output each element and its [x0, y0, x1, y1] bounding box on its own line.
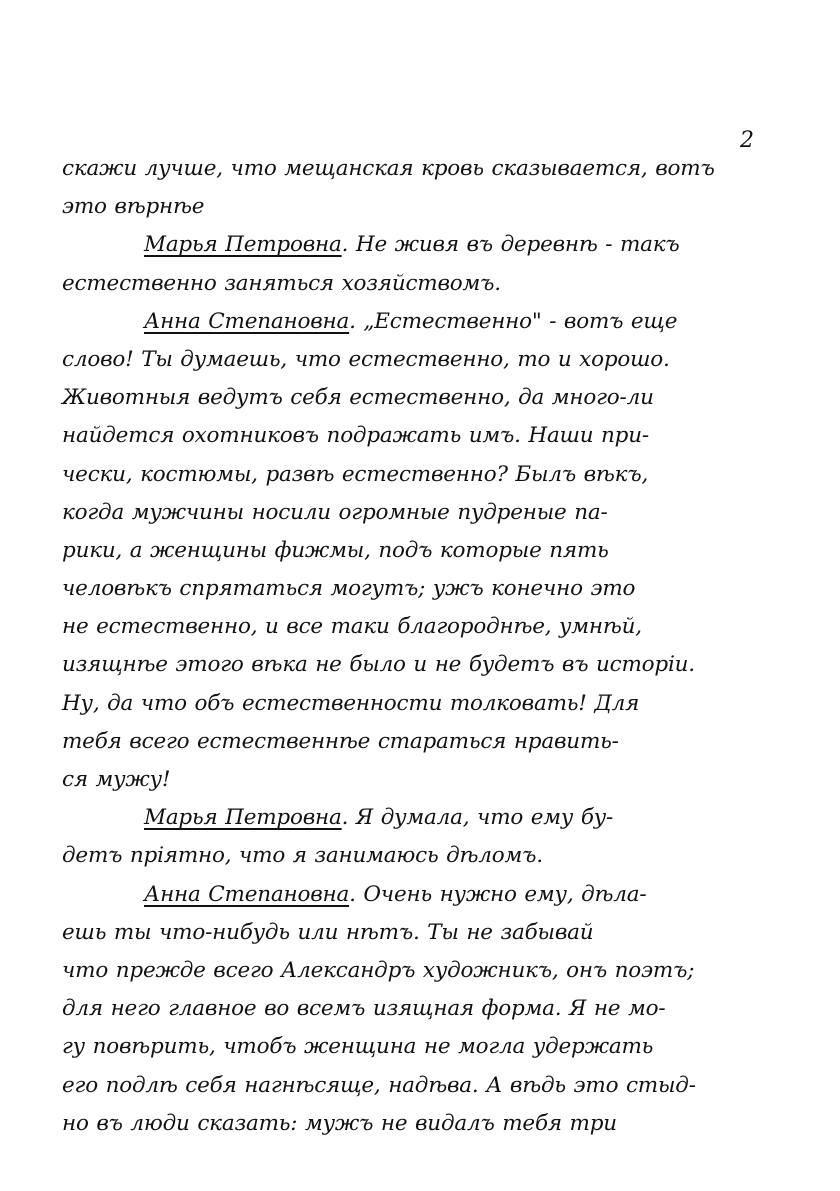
text-line [62, 188, 782, 226]
line-text: не естественно, и все таки благороднѣе, умнѣй, [62, 614, 642, 640]
line-text: Ну, да что объ естественности толковать! Для [62, 690, 640, 716]
line-text: его подлѣ себя нагнѣсяще, надѣва. А вѣдь это стыд- [62, 1072, 696, 1098]
line-text: тебя всего естественнѣе стараться нравить- [62, 728, 619, 754]
text-line [62, 608, 782, 646]
text-line [62, 799, 782, 837]
text-line [62, 494, 782, 532]
text-line [62, 417, 782, 455]
text-line [62, 952, 782, 990]
text-line [62, 1105, 782, 1143]
line-text: изящнѣе этого вѣка не было и не будетъ въ исторіи. [62, 652, 695, 678]
text-line [62, 685, 782, 723]
text-line [62, 265, 782, 303]
line-text: когда мужчины носили огромные пудреные па- [62, 499, 608, 525]
text-line [62, 914, 782, 952]
text-line [62, 570, 782, 608]
line-text: ся мужу! [62, 767, 171, 792]
line-text: найдется охотниковъ подражать имъ. Наши при- [62, 423, 649, 449]
line-text: но въ люди сказать: мужъ не видалъ тебя три [62, 1110, 617, 1136]
line-text: что прежде всего Александръ художникъ, онъ поэтъ; [62, 957, 695, 983]
speaker-name: Марья Петровна [144, 805, 342, 831]
manuscript-text [62, 150, 782, 1143]
text-line [62, 1067, 782, 1105]
line-text: чески, костюмы, развѣ естественно? Былъ вѣкъ, [62, 461, 649, 487]
line-text: для него главное во всемъ изящная форма. Я не мо- [62, 996, 666, 1022]
line-text: естественно заняться хозяйствомъ. [62, 270, 501, 296]
line-text: скажи лучше, что мещанская кровь сказывается, вотъ [62, 156, 715, 181]
speaker-name: Анна Степановна [144, 308, 350, 334]
page-number: 2 [740, 128, 754, 153]
line-text: детъ пріятно, что я занимаюсь дѣломъ. [62, 843, 543, 869]
text-line [62, 1028, 782, 1066]
speaker-name: Марья Петровна [144, 232, 342, 258]
line-text: . Не живя въ деревнѣ - такъ [341, 232, 680, 258]
text-line [62, 341, 782, 379]
line-text: слово! Ты думаешь, что естественно, то и хорошо. [62, 346, 670, 372]
line-text: . Я думала, что ему бу- [341, 805, 614, 831]
text-line [62, 723, 782, 761]
text-line [62, 150, 782, 188]
speaker-name: Анна Степановна [144, 881, 350, 907]
line-text: ешь ты что-нибудь или нѣтъ. Ты не забывай [62, 919, 594, 945]
line-text: . Очень нужно ему, дѣла- [349, 881, 647, 907]
line-text: . „Естественно" - вотъ еще [349, 308, 678, 334]
line-text: Животныя ведутъ себя естественно, да много-ли [62, 385, 654, 411]
text-line [62, 456, 782, 494]
text-line [62, 646, 782, 684]
line-text: рики, а женщины фижмы, подъ которые пять [62, 537, 609, 563]
line-text: это вѣрнѣе [62, 194, 205, 220]
text-line [62, 990, 782, 1028]
text-line [62, 837, 782, 875]
text-line [62, 379, 782, 417]
line-text: гу повѣрить, чтобъ женщина не могла удержать [62, 1034, 654, 1060]
text-line [62, 761, 782, 799]
text-line [62, 876, 782, 914]
text-line [62, 532, 782, 570]
text-line [62, 226, 782, 264]
text-line [62, 303, 782, 341]
line-text: человѣкъ спрятаться могутъ; ужъ конечно это [62, 576, 636, 602]
